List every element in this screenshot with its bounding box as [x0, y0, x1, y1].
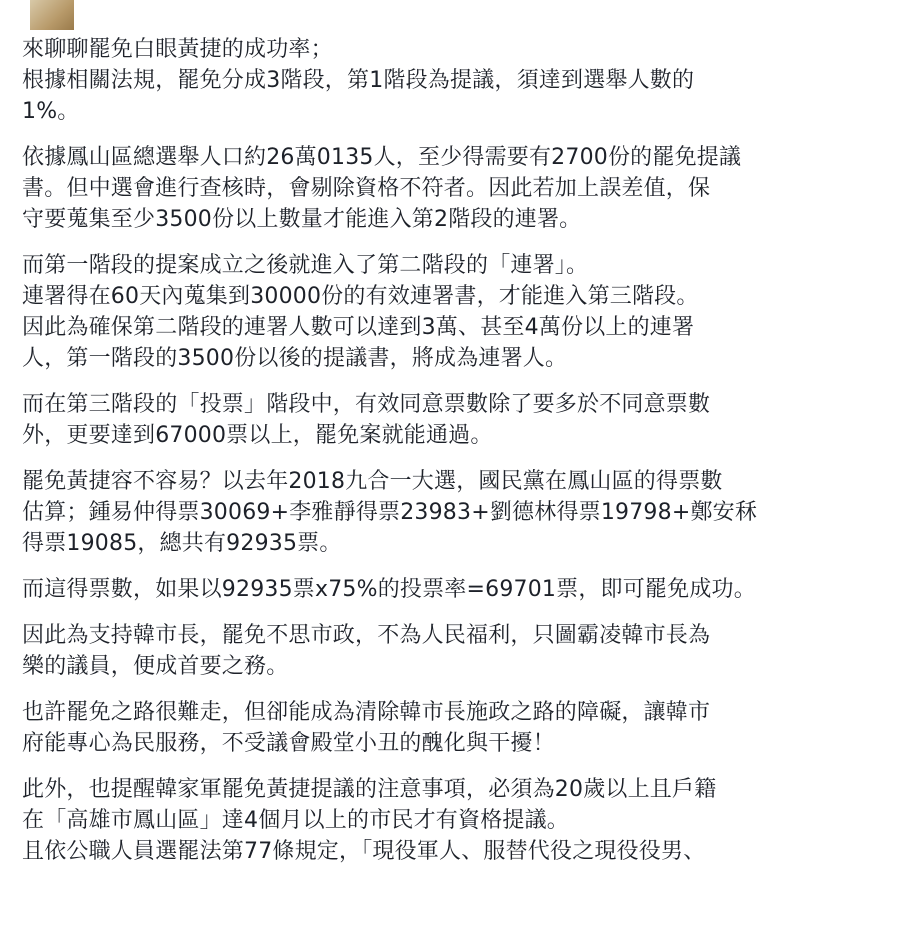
post-paragraph	[22, 774, 882, 867]
post-text-line: 來聊聊罷免白眼黃捷的成功率；	[22, 37, 333, 62]
post-text-line: 得票19085，總共有92935票。	[22, 531, 342, 556]
post-paragraph	[22, 250, 882, 374]
post-paragraph	[22, 466, 882, 559]
post-text-line: 罷免黃捷容不容易？以去年2018九合一大選，國民黨在鳳山區的得票數	[22, 469, 723, 494]
post-body	[22, 34, 882, 882]
post-text-line: 人，第一階段的3500份以後的提議書，將成為連署人。	[22, 346, 568, 371]
post-text-line: 府能專心為民服務，不受議會殿堂小丑的醜化與干擾！	[22, 731, 555, 756]
post-text-line: 此外，也提醒韓家軍罷免黃捷提議的注意事項，必須為20歲以上且戶籍	[22, 777, 717, 802]
post-text-line: 外，更要達到67000票以上，罷免案就能通過。	[22, 423, 493, 448]
post-text-line: 估算；鍾易仲得票30069+李雅靜得票23983+劉德林得票19798+鄭安秝	[22, 500, 758, 525]
post-text-line: 因此為確保第二階段的連署人數可以達到3萬、甚至4萬份以上的連署	[22, 315, 695, 340]
post-paragraph	[22, 574, 882, 605]
post-text-line: 也許罷免之路很難走，但卻能成為清除韓市長施政之路的障礙，讓韓市	[22, 700, 711, 725]
post-paragraph	[22, 620, 882, 682]
post-text-line: 書。但中選會進行查核時，會剔除資格不符者。因此若加上誤差值，保	[22, 176, 711, 201]
post-text-line: 而第一階段的提案成立之後就進入了第二階段的「連署」。	[22, 253, 589, 278]
post-paragraph	[22, 697, 882, 759]
post-text-line: 且依公職人員選罷法第77條規定，「現役軍人、服替代役之現役役男、	[22, 839, 706, 864]
post-text-line: 1%。	[22, 99, 80, 124]
post-text-line: 依據鳳山區總選舉人口約26萬0135人，至少得需要有2700份的罷免提議	[22, 145, 742, 170]
post-paragraph	[22, 142, 882, 235]
post-text-line: 而這得票數，如果以92935票x75%的投票率=69701票，即可罷免成功。	[22, 577, 756, 602]
post-text-line: 連署得在60天內蒐集到30000份的有效連署書，才能進入第三階段。	[22, 284, 699, 309]
post-paragraph	[22, 34, 882, 127]
post-text-line: 在「高雄市鳳山區」達4個月以上的市民才有資格提議。	[22, 808, 569, 833]
post-text-line: 而在第三階段的「投票」階段中，有效同意票數除了要多於不同意票數	[22, 392, 711, 417]
post-text-line: 守要蒐集至少3500份以上數量才能進入第2階段的連署。	[22, 207, 582, 232]
post-text-line: 樂的議員，便成首要之務。	[22, 654, 289, 679]
post-paragraph	[22, 389, 882, 451]
post-text-line: 因此為支持韓市長，罷免不思市政，不為人民福利，只圖霸凌韓市長為	[22, 623, 711, 648]
avatar[interactable]	[30, 0, 74, 30]
post-text-line: 根據相關法規，罷免分成3階段，第1階段為提議，須達到選舉人數的	[22, 68, 695, 93]
